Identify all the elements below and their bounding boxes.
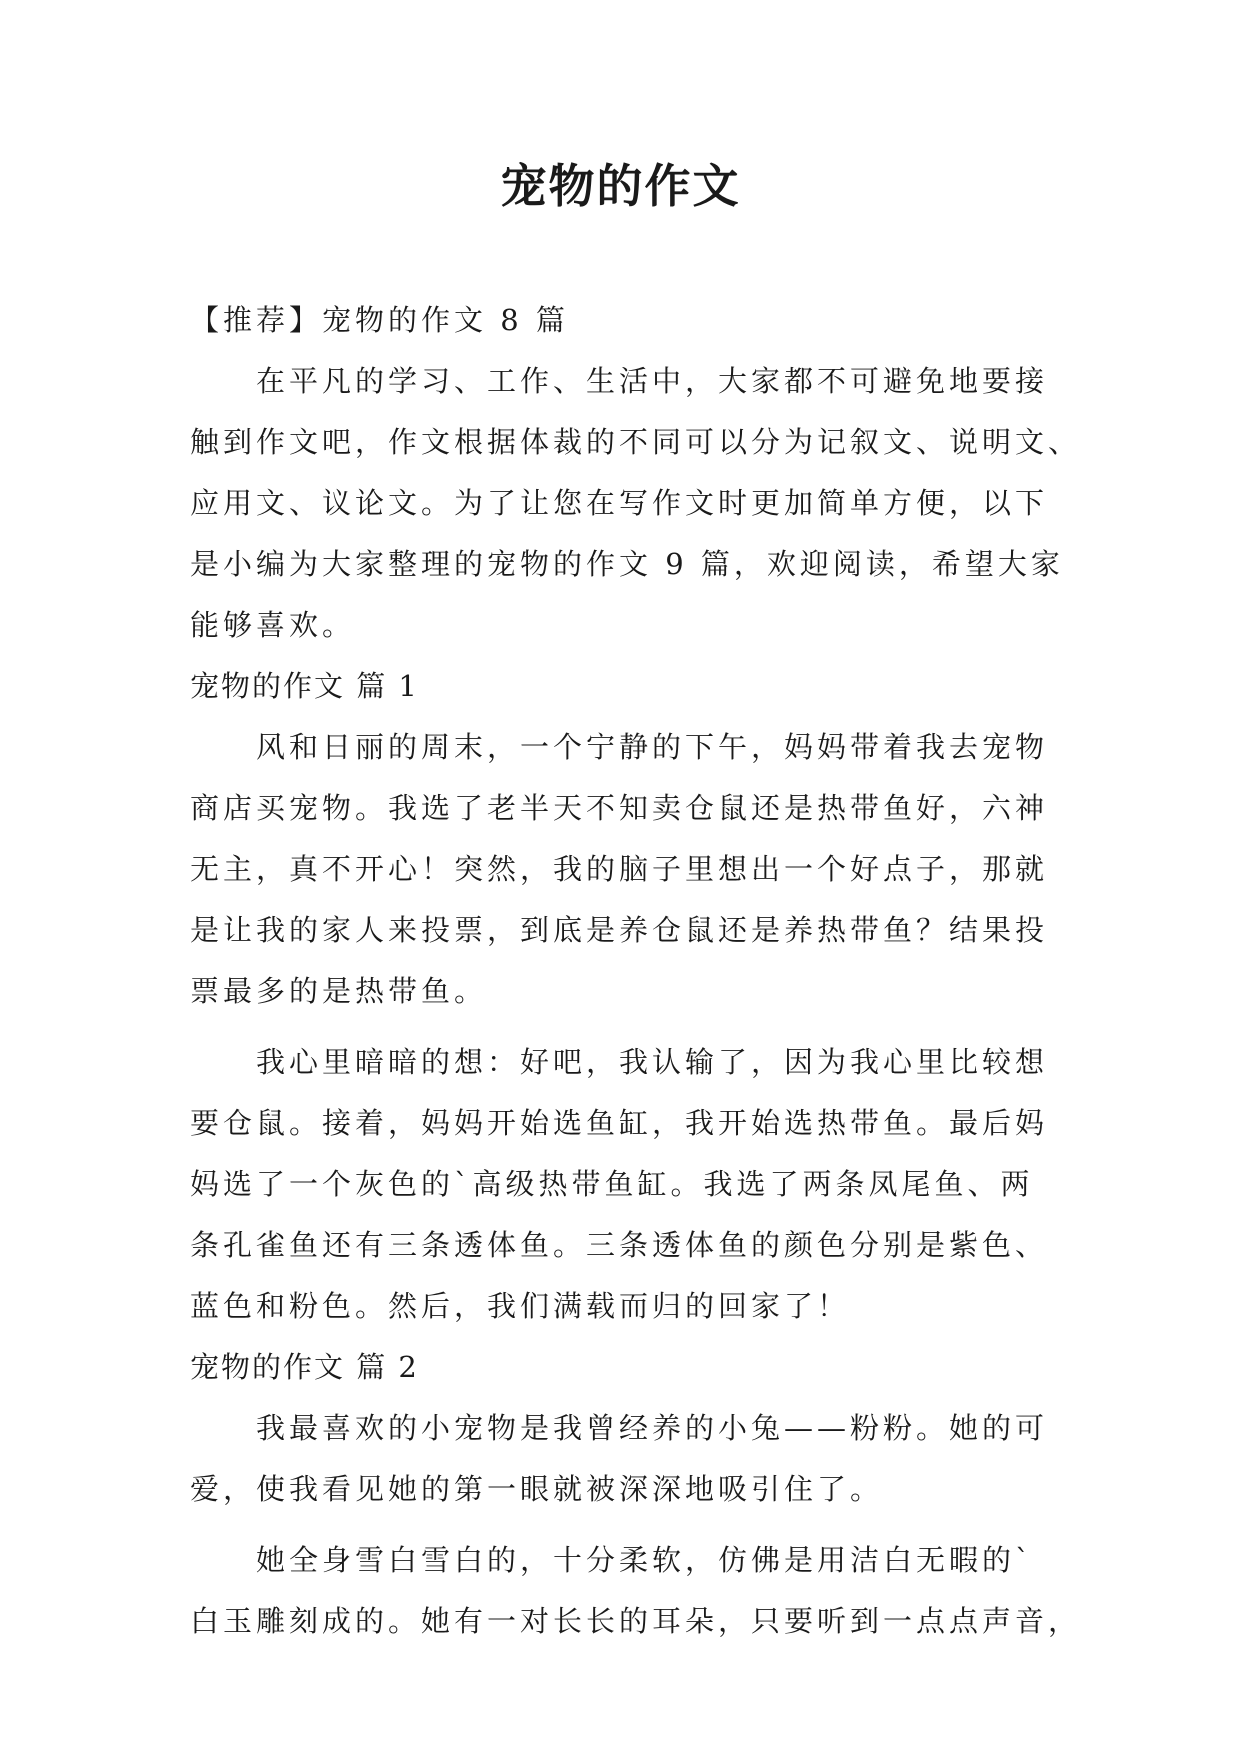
paragraph-line: 是让我的家人来投票，到底是养仓鼠还是养热带鱼？结果投 [190, 913, 1049, 947]
paragraph-line: 蓝色和粉色。然后，我们满载而归的回家了！ [190, 1289, 851, 1323]
section-heading: 宠物的作文 篇 2 [190, 1350, 419, 1384]
paragraph-line: 在平凡的学习、工作、生活中，大家都不可避免地要接 [256, 364, 1049, 398]
section-heading: 宠物的作文 篇 1 [190, 669, 419, 703]
paragraph-line: 白玉雕刻成的。她有一对长长的耳朵，只要听到一点点声音， [190, 1604, 1082, 1638]
paragraph-line: 无主，真不开心！突然，我的脑子里想出一个好点子，那就 [190, 852, 1049, 886]
paragraph-line: 商店买宠物。我选了老半天不知卖仓鼠还是热带鱼好，六神 [190, 791, 1049, 825]
paragraph-line: 妈选了一个灰色的`高级热带鱼缸。我选了两条凤尾鱼、两 [190, 1167, 1034, 1201]
paragraph-line: 应用文、议论文。为了让您在写作文时更加简单方便，以下 [190, 486, 1049, 520]
paragraph-line: 我最喜欢的小宠物是我曾经养的小兔——粉粉。她的可 [256, 1411, 1049, 1445]
paragraph-line: 是小编为大家整理的宠物的作文 9 篇，欢迎阅读，希望大家 [190, 547, 1064, 581]
document-title: 宠物的作文 [500, 159, 741, 213]
paragraph-line: 要仓鼠。接着，妈妈开始选鱼缸，我开始选热带鱼。最后妈 [190, 1106, 1049, 1140]
paragraph-line: 触到作文吧，作文根据体裁的不同可以分为记叙文、说明文、 [190, 425, 1082, 459]
document-body [190, 290, 1082, 1652]
paragraph-line: 我心里暗暗的想：好吧，我认输了，因为我心里比较想 [256, 1045, 1049, 1079]
paragraph-line: 风和日丽的周末，一个宁静的下午，妈妈带着我去宠物 [256, 730, 1049, 764]
paragraph-gap [190, 1520, 1060, 1530]
paragraph-line: 爱，使我看见她的第一眼就被深深地吸引住了。 [190, 1472, 884, 1506]
paragraph-line: 条孔雀鱼还有三条透体鱼。三条透体鱼的颜色分别是紫色、 [190, 1228, 1049, 1262]
paragraph-line: 能够喜欢。 [190, 608, 356, 642]
paragraph-line: 她全身雪白雪白的，十分柔软，仿佛是用洁白无暇的` [256, 1543, 1034, 1577]
subtitle-line: 【推荐】宠物的作文 8 篇 [190, 303, 569, 337]
paragraph-gap [190, 1022, 1060, 1032]
paragraph-line: 票最多的是热带鱼。 [190, 974, 488, 1008]
